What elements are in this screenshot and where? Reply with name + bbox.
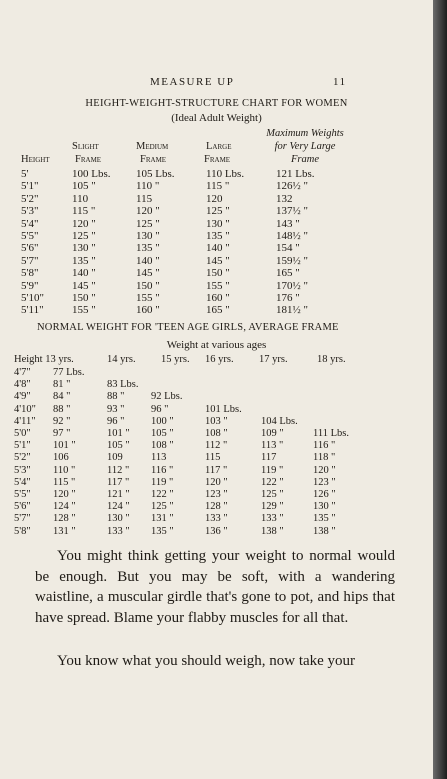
teen-weight-cell: 130 "	[313, 501, 336, 513]
page-number: 11	[333, 76, 347, 88]
teen-weight-cell: 110 "	[53, 464, 76, 476]
women-large-cell: 130 "	[206, 217, 230, 230]
teen-weight-cell: 120 "	[205, 476, 228, 488]
women-max-cell: 121 Lbs.	[276, 168, 315, 180]
women-slight-cell: 155 "	[72, 304, 96, 317]
teen-height-cell: 4'7"	[14, 367, 31, 378]
women-height-cell: 5'9"	[21, 279, 39, 292]
women-medium-cell: 160 "	[136, 304, 160, 317]
teen-weight-cell: 126 "	[313, 489, 336, 500]
women-large-cell: 135 "	[206, 230, 230, 242]
women-slight-cell: 135 "	[72, 254, 96, 267]
header-medium-1: Medium	[136, 141, 169, 152]
women-max-cell: 176 "	[276, 292, 300, 304]
teen-weight-cell: 128 "	[205, 501, 228, 513]
women-medium-cell: 145 "	[136, 267, 160, 280]
women-large-cell: 110 Lbs.	[206, 168, 245, 180]
teen-height-cell: 5'4"	[14, 476, 31, 488]
teen-header-cell: 14 yrs.	[107, 354, 136, 365]
women-medium-cell: 130 "	[136, 230, 160, 242]
women-height-cell: 5'3"	[21, 205, 39, 218]
teen-weight-cell: 116 "	[151, 464, 174, 476]
women-height-cell: 5'11"	[21, 304, 44, 317]
teen-weight-cell: 108 "	[205, 428, 228, 439]
teen-weight-cell: 96 "	[151, 403, 169, 415]
teen-weight-cell: 123 "	[205, 489, 228, 500]
women-max-cell: 143 "	[276, 217, 300, 230]
women-medium-cell: 140 "	[136, 254, 160, 267]
women-medium-cell: 105 Lbs.	[136, 168, 175, 180]
teen-weight-cell: 109 "	[261, 428, 284, 439]
teen-weight-cell: 128 "	[53, 513, 76, 525]
women-slight-cell: 150 "	[72, 292, 96, 304]
women-medium-cell: 120 "	[136, 205, 160, 218]
teen-header-cell: 15 yrs.	[161, 354, 190, 365]
teen-height-cell: 5'6"	[14, 501, 31, 513]
women-height-cell: 5'5"	[21, 230, 39, 242]
women-height-cell: 5'4"	[21, 217, 39, 230]
teen-weight-cell: 115 "	[53, 476, 76, 488]
women-max-cell: 137½ "	[276, 205, 308, 218]
teen-weight-cell: 88 "	[53, 403, 71, 415]
teen-height-cell: 5'7"	[14, 513, 31, 525]
women-medium-cell: 135 "	[136, 242, 160, 255]
header-max-2: for Very Large	[274, 141, 336, 152]
teen-weight-cell: 125 "	[261, 489, 284, 500]
body-paragraph-2: You know what you should weigh, now take your	[57, 653, 356, 669]
teen-weight-cell: 119 "	[151, 476, 174, 488]
women-height-cell: 5'10"	[21, 292, 44, 304]
teen-weight-cell: 103 "	[205, 415, 228, 427]
teen-weight-cell: 77 Lbs.	[53, 367, 85, 378]
running-head	[0, 76, 433, 90]
teen-weight-cell: 131 "	[53, 525, 76, 537]
teen-weight-cell: 120 "	[313, 464, 336, 476]
women-max-cell: 132	[276, 192, 293, 205]
teen-weight-cell: 117 "	[107, 476, 130, 488]
running-head-title: MEASURE UP	[150, 76, 235, 88]
women-height-cell: 5'6"	[21, 242, 39, 255]
women-max-cell: 159½ "	[276, 254, 308, 267]
teen-weight-cell: 133 "	[205, 513, 228, 525]
teen-height-cell: 4'8"	[14, 379, 31, 391]
teen-weight-cell: 129 "	[261, 501, 284, 513]
teen-weight-cell: 101 "	[107, 428, 130, 439]
teen-weight-cell: 84 "	[53, 391, 71, 403]
teen-weight-cell: 112 "	[205, 440, 228, 452]
teen-weight-cell: 113 "	[261, 440, 284, 452]
teen-weight-cell: 109	[107, 452, 123, 464]
teen-weight-cell: 105 "	[151, 428, 174, 439]
women-height-cell: 5'	[21, 168, 29, 180]
women-height-cell: 5'1"	[21, 180, 39, 193]
teen-height-cell: 5'3"	[14, 464, 31, 476]
teen-header-cell: 17 yrs.	[259, 354, 288, 365]
women-medium-cell: 150 "	[136, 279, 160, 292]
teen-weight-cell: 122 "	[261, 476, 284, 488]
women-large-cell: 125 "	[206, 205, 230, 218]
teen-header-cell: 18 yrs.	[317, 354, 346, 365]
teen-weight-cell: 122 "	[151, 489, 174, 500]
body-paragraph-1: You might think getting your weight to normal would be enough. But you may be soft, with a wandering waistline, a muscular girdle that's gone to pot, and hips that have spread. Blame your flabby muscles for all that.	[35, 548, 395, 626]
women-medium-cell: 155 "	[136, 292, 160, 304]
chart1-subtitle: (Ideal Adult Weight)	[171, 112, 262, 124]
women-max-cell: 126½ "	[276, 180, 308, 193]
women-slight-cell: 105 "	[72, 180, 96, 193]
header-slight-1: Slight	[72, 141, 99, 152]
women-slight-cell: 100 Lbs.	[72, 168, 111, 180]
teen-height-cell: 5'1"	[14, 440, 31, 452]
teen-weight-cell: 120 "	[53, 489, 76, 500]
teen-weight-cell: 124 "	[53, 501, 76, 513]
book-spine-shadow	[433, 0, 447, 779]
header-large-1: Large	[206, 141, 232, 152]
teen-height-cell: 5'5"	[14, 489, 31, 500]
women-large-cell: 115 "	[206, 180, 230, 193]
women-large-cell: 160 "	[206, 292, 230, 304]
women-large-cell: 120	[206, 192, 223, 205]
women-slight-cell: 130 "	[72, 242, 96, 255]
teen-weight-cell: 133 "	[261, 513, 284, 525]
teen-weight-cell: 96 "	[107, 415, 125, 427]
teen-weight-cell: 138 "	[313, 525, 336, 537]
teen-weight-cell: 92 "	[53, 415, 71, 427]
teen-weight-cell: 116 "	[313, 440, 336, 452]
women-large-cell: 155 "	[206, 279, 230, 292]
teen-weight-cell: 108 "	[151, 440, 174, 452]
teen-weight-cell: 83 Lbs.	[107, 379, 139, 391]
teen-weight-cell: 121 "	[107, 489, 130, 500]
teen-height-cell: 5'0"	[14, 428, 31, 439]
teen-weight-cell: 130 "	[107, 513, 130, 525]
women-slight-cell: 140 "	[72, 267, 96, 280]
chart1-title: HEIGHT-WEIGHT-STRUCTURE CHART FOR WOMEN	[85, 98, 348, 109]
teen-weight-cell: 111 Lbs.	[313, 428, 349, 439]
chart2-title: NORMAL WEIGHT FOR 'TEEN AGE GIRLS, AVERAGE FRAME	[37, 322, 339, 333]
women-height-cell: 5'2"	[21, 192, 39, 205]
header-max-1: Maximum Weights	[266, 128, 344, 139]
header-height: Height	[21, 154, 50, 165]
women-large-cell: 165 "	[206, 304, 230, 317]
teen-height-cell: 4'10"	[14, 403, 36, 415]
chart2-subtitle: Weight at various ages	[166, 339, 267, 351]
teen-weight-cell: 97 "	[53, 428, 71, 439]
women-slight-cell: 120 "	[72, 217, 96, 230]
teen-weight-cell: 104 Lbs.	[261, 415, 298, 427]
teen-height-cell: 5'2"	[14, 452, 31, 464]
women-large-cell: 150 "	[206, 267, 230, 280]
women-large-cell: 140 "	[206, 242, 230, 255]
women-max-cell: 154 "	[276, 242, 300, 255]
women-slight-cell: 125 "	[72, 230, 96, 242]
women-height-cell: 5'8"	[21, 267, 39, 280]
teen-header-cell: Height 13 yrs.	[14, 354, 74, 365]
women-max-cell: 165 "	[276, 267, 300, 280]
teen-weight-cell: 101 Lbs.	[205, 403, 242, 415]
teen-weight-cell: 92 Lbs.	[151, 391, 183, 403]
women-large-cell: 145 "	[206, 254, 230, 267]
women-medium-cell: 115	[136, 192, 153, 205]
teen-height-cell: 4'11"	[14, 415, 36, 427]
teen-height-cell: 4'9"	[14, 391, 31, 403]
teen-weight-cell: 118 "	[313, 452, 336, 464]
teen-weight-cell: 117	[261, 452, 277, 464]
women-slight-cell: 145 "	[72, 279, 96, 292]
teen-weight-cell: 101 "	[53, 440, 76, 452]
women-medium-cell: 125 "	[136, 217, 160, 230]
women-slight-cell: 110	[72, 192, 89, 205]
header-medium-2: Frame	[140, 154, 167, 165]
teen-height-cell: 5'8"	[14, 525, 31, 537]
teen-weight-cell: 106	[53, 452, 69, 464]
teen-weight-cell: 124 "	[107, 501, 130, 513]
teen-weight-cell: 112 "	[107, 464, 130, 476]
women-slight-cell: 115 "	[72, 205, 96, 218]
teen-weight-cell: 135 "	[313, 513, 336, 525]
header-large-2: Frame	[204, 154, 231, 165]
header-max-3: Frame	[291, 154, 319, 165]
teen-weight-cell: 138 "	[261, 525, 284, 537]
teen-weight-cell: 113	[151, 452, 167, 464]
teen-weight-cell: 88 "	[107, 391, 125, 403]
women-medium-cell: 110 "	[136, 180, 160, 193]
teen-weight-cell: 115	[205, 452, 221, 464]
teen-weight-cell: 81 "	[53, 379, 71, 391]
teen-weight-cell: 123 "	[313, 476, 336, 488]
women-height-cell: 5'7"	[21, 254, 39, 267]
header-slight-2: Frame	[75, 154, 102, 165]
women-max-cell: 170½ "	[276, 279, 308, 292]
teen-weight-cell: 125 "	[151, 501, 174, 513]
teen-weight-cell: 136 "	[205, 525, 228, 537]
teen-weight-cell: 133 "	[107, 525, 130, 537]
teen-header-cell: 16 yrs.	[205, 354, 234, 365]
women-max-cell: 148½ "	[276, 230, 308, 242]
women-max-cell: 181½ "	[276, 304, 308, 317]
teen-weight-cell: 100 "	[151, 415, 174, 427]
teen-weight-cell: 135 "	[151, 525, 174, 537]
teen-weight-cell: 117 "	[205, 464, 228, 476]
teen-weight-cell: 119 "	[261, 464, 284, 476]
teen-weight-cell: 105 "	[107, 440, 130, 452]
teen-weight-cell: 131 "	[151, 513, 174, 525]
teen-weight-cell: 93 "	[107, 403, 125, 415]
